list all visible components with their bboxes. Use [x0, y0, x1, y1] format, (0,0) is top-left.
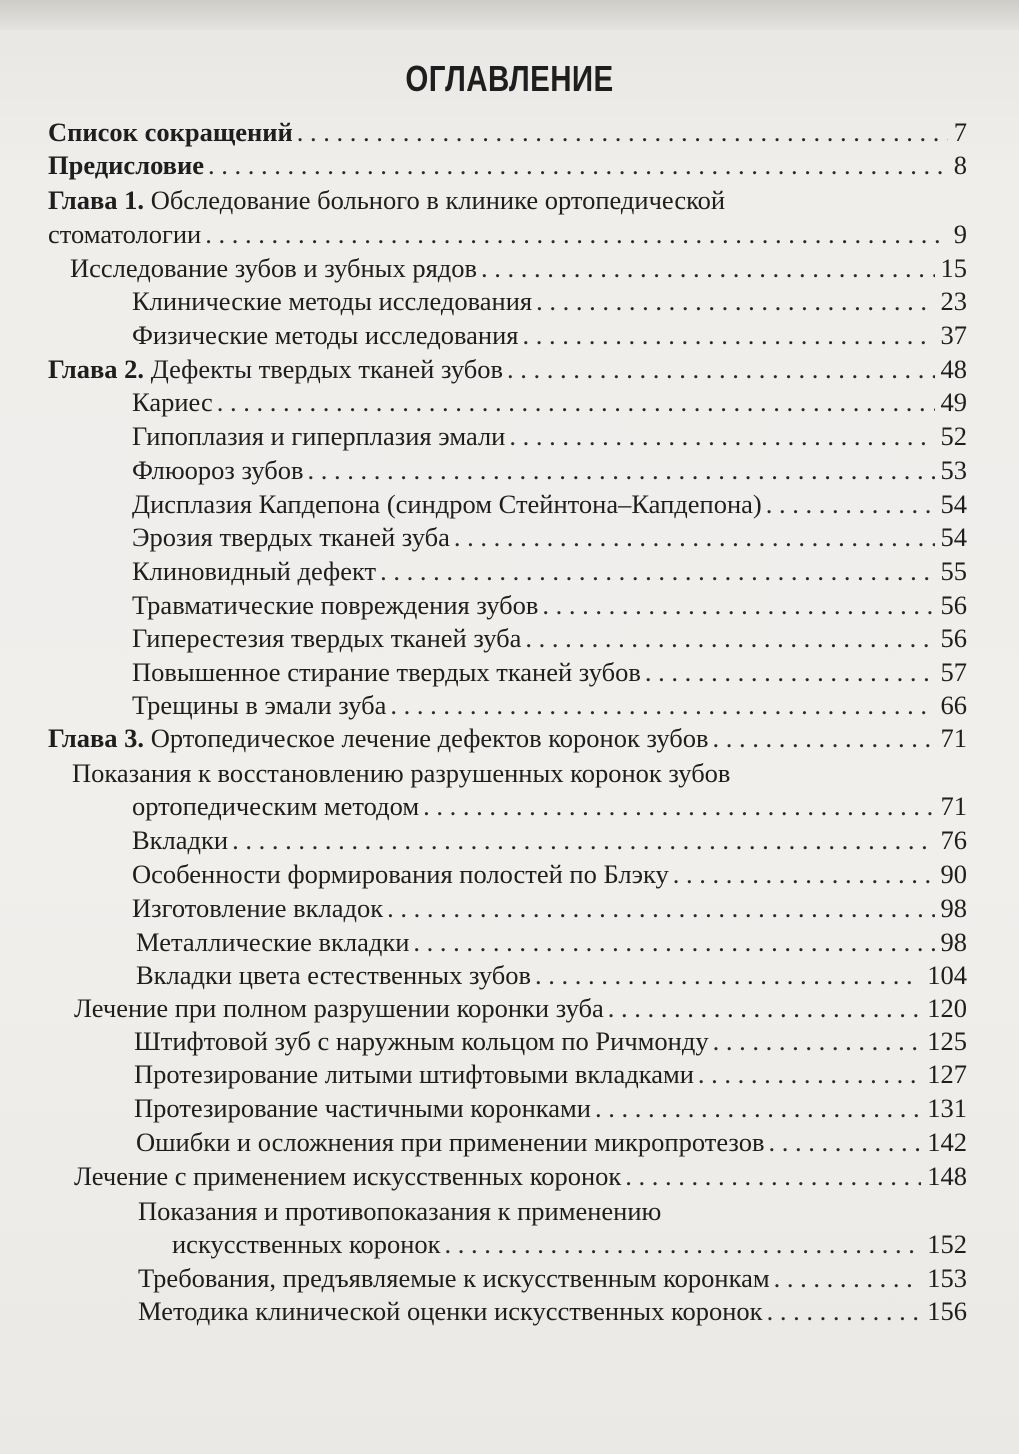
page-number: 142	[927, 1127, 967, 1157]
dot-leader	[387, 892, 934, 924]
toc-entry[interactable]: ортопедическим методом . . . 71	[132, 790, 967, 822]
toc-entry[interactable]: Протезирование частичными коронками . . . 131	[134, 1092, 967, 1124]
toc-entry[interactable]: Глава 1. Обследование больного в клинике ортопедической	[48, 185, 726, 215]
dot-leader	[713, 722, 935, 754]
toc-entry[interactable]: Физические методы исследования . . . 37	[132, 319, 967, 351]
page-number: 153	[927, 1263, 967, 1293]
dot-leader	[413, 926, 934, 958]
page-number: 8	[953, 150, 967, 180]
toc-entry[interactable]: Травматические повреждения зубов . . . 56	[132, 589, 967, 621]
dot-leader	[481, 252, 934, 284]
toc-entry[interactable]: Вкладки цвета естественных зубов . . . 104	[136, 959, 967, 991]
dot-leader	[713, 1025, 922, 1057]
page-number: 131	[927, 1093, 967, 1123]
dot-leader	[625, 1160, 921, 1192]
page-number: 52	[940, 421, 967, 451]
dot-leader	[509, 420, 934, 452]
page-number: 98	[940, 927, 967, 957]
page-title: ОГЛАВЛЕНИЕ	[405, 58, 614, 99]
toc-entry[interactable]: Изготовление вкладок . . . 98	[132, 892, 967, 924]
toc-entry[interactable]: Штифтовой зуб с наружным кольцом по Ричмонду . . . 125	[134, 1025, 967, 1057]
toc-entry[interactable]: Список сокращений . . . 7	[48, 116, 967, 148]
toc-entry[interactable]: Ошибки и осложнения при применении микропротезов . . . 142	[136, 1126, 967, 1158]
dot-leader	[507, 353, 934, 385]
page-number: 48	[940, 354, 967, 384]
toc-entry[interactable]: Показания к восстановлению разрушенных коронок зубов	[72, 758, 731, 788]
dot-leader	[217, 386, 935, 418]
dot-leader	[380, 555, 934, 587]
page-number: 125	[927, 1026, 967, 1056]
page-number: 66	[940, 690, 967, 720]
dot-leader	[390, 689, 934, 721]
toc-entry[interactable]: стоматологии . . . 9	[48, 218, 967, 250]
toc-entry[interactable]: Гиперестезия твердых тканей зуба . . . 56	[132, 622, 967, 654]
dot-leader	[595, 1092, 921, 1124]
toc-entry[interactable]: Повышенное стирание твердых тканей зубов . . . 57	[132, 656, 967, 688]
page-number: 56	[940, 623, 967, 653]
page-number: 49	[940, 387, 967, 417]
dot-leader	[769, 1126, 922, 1158]
page-number: 55	[940, 556, 967, 586]
toc-entry[interactable]: Методика клинической оценки искусственных коронок . . . 156	[138, 1295, 967, 1327]
page-number: 76	[940, 825, 967, 855]
page-number: 90	[940, 859, 967, 889]
toc-entry[interactable]: Металлические вкладки . . . 98	[136, 926, 967, 958]
page-number: 98	[940, 893, 967, 923]
toc-entry[interactable]: Требования, предъявляемые к искусственным коронкам . . . 153	[138, 1262, 967, 1294]
toc-entry[interactable]: Гипоплазия и гиперплазия эмали . . . 52	[132, 420, 967, 452]
dot-leader	[645, 656, 935, 688]
dot-leader	[698, 1058, 921, 1090]
page-number: 37	[940, 320, 967, 350]
toc-entry[interactable]: Протезирование литыми штифтовыми вкладками . . . 127	[134, 1058, 967, 1090]
toc-entry[interactable]: искусственных коронок . . . 152	[172, 1228, 967, 1260]
page-number: 7	[953, 117, 967, 147]
toc-entry[interactable]: Показания и противопоказания к применению	[138, 1196, 662, 1226]
toc-entry[interactable]: Лечение при полном разрушении коронки зуба . . . 120	[74, 992, 967, 1024]
dot-leader	[767, 1295, 922, 1327]
dot-leader	[205, 218, 948, 250]
toc-entry[interactable]: Трещины в эмали зуба . . . 66	[132, 689, 967, 721]
toc-entry[interactable]: Предисловие . . . 8	[48, 149, 967, 181]
page-number: 120	[927, 993, 967, 1023]
dot-leader	[522, 319, 934, 351]
page-number: 15	[940, 253, 967, 283]
page-number: 71	[940, 791, 967, 821]
dot-leader	[308, 454, 935, 486]
page-number: 104	[927, 960, 967, 990]
dot-leader	[454, 521, 935, 553]
toc-entry[interactable]: Особенности формирования полостей по Блэку . . . 90	[132, 858, 967, 890]
page-number: 156	[927, 1296, 967, 1326]
dot-leader	[766, 488, 935, 520]
page-number: 54	[940, 489, 967, 519]
dot-leader	[208, 149, 948, 181]
page-number: 54	[940, 522, 967, 552]
toc-entry[interactable]: Флюороз зубов . . . 53	[132, 454, 967, 486]
toc-entry[interactable]: Эрозия твердых тканей зуба . . . 54	[132, 521, 967, 553]
dot-leader	[297, 116, 948, 148]
dot-leader	[232, 824, 934, 856]
dot-leader	[525, 622, 934, 654]
toc-entry[interactable]: Глава 2. Дефекты твердых тканей зубов . . . 48	[48, 353, 967, 385]
dot-leader	[535, 959, 921, 991]
toc-entry[interactable]: Вкладки . . . 76	[132, 824, 967, 856]
dot-leader	[774, 1262, 922, 1294]
toc-entry[interactable]: Кариес . . . 49	[132, 386, 967, 418]
dot-leader	[445, 1228, 922, 1260]
page-number: 148	[927, 1161, 967, 1191]
dot-leader	[542, 589, 934, 621]
toc-entry[interactable]: Исследование зубов и зубных рядов . . . 15	[70, 252, 967, 284]
page-number: 152	[927, 1229, 967, 1259]
page-number: 53	[940, 455, 967, 485]
toc-entry[interactable]: Лечение с применением искусственных коронок . . . 148	[74, 1160, 967, 1192]
dot-leader	[423, 790, 934, 822]
page-number: 9	[953, 219, 967, 249]
page-number: 23	[940, 286, 967, 316]
toc-entry[interactable]: Дисплазия Капдепона (синдром Стейнтона–Капдепона) . . . 54	[132, 488, 967, 520]
dot-leader	[673, 858, 935, 890]
dot-leader	[536, 285, 934, 317]
toc-entry[interactable]: Клиновидный дефект . . . 55	[132, 555, 967, 587]
page-number: 56	[940, 590, 967, 620]
page-number: 57	[940, 657, 967, 687]
page-number: 127	[927, 1059, 967, 1089]
dot-leader	[608, 992, 921, 1024]
toc-entry[interactable]: Клинические методы исследования . . . 23	[132, 285, 967, 317]
page-number: 71	[940, 723, 967, 753]
toc-entry[interactable]: Глава 3. Ортопедическое лечение дефектов коронок зубов . . . 71	[48, 722, 967, 754]
